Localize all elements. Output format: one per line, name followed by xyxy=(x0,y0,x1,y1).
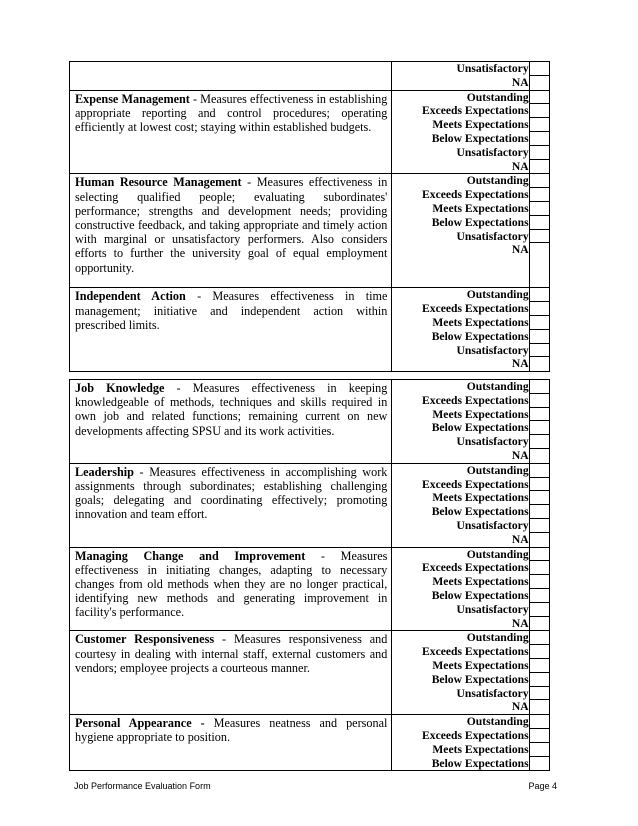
rating-checkbox-exceeds-expectations[interactable] xyxy=(530,645,549,659)
criterion-description xyxy=(70,548,391,620)
criterion-text: Measures neatness and personal hygiene appropriate to position. xyxy=(75,716,388,745)
rating-checkbox-meets-expectations[interactable] xyxy=(530,316,549,330)
rating-boxes-cell xyxy=(529,715,549,771)
rating-checkbox-below-expectations[interactable] xyxy=(530,673,549,687)
rating-label-outstanding: Outstanding xyxy=(466,463,529,477)
rating-checkbox-unsatisfactory[interactable] xyxy=(530,435,549,449)
rating-label-na: NA xyxy=(511,159,529,173)
criterion-row xyxy=(70,288,550,372)
rating-label-below-expectations: Below Expectations xyxy=(431,131,529,145)
criterion-title: Expense Management xyxy=(75,91,190,106)
rating-label-unsatisfactory: Unsatisfactory xyxy=(456,435,529,449)
criterion-description-cell xyxy=(70,463,392,547)
rating-label-na: NA xyxy=(511,243,529,257)
rating-label-exceeds-expectations: Exceeds Expectations xyxy=(422,188,529,202)
criterion-row xyxy=(70,90,550,174)
criterion-description xyxy=(70,91,391,135)
criterion-text: - Measures effectiveness in establishing appropriate reporting and control procedures; operating efficiently at lowest cost; staying within established budgets. xyxy=(75,91,388,134)
criterion-text: - Measures effectiveness in accomplishing work assignments through subordinates; establishing challenging goals; delegating and coordinating effectively; promoting innovation and team effort. xyxy=(75,464,388,522)
criterion-row xyxy=(70,62,550,91)
rating-boxes-cell xyxy=(529,62,549,91)
rating-checkbox-unsatisfactory[interactable] xyxy=(530,519,549,533)
rating-label-outstanding: Outstanding xyxy=(466,174,529,188)
rating-label-below-expectations: Below Expectations xyxy=(431,588,529,602)
rating-label-below-expectations: Below Expectations xyxy=(431,215,529,229)
rating-checkbox-exceeds-expectations[interactable] xyxy=(530,394,549,408)
rating-checkbox-meets-expectations[interactable] xyxy=(530,659,549,673)
rating-label-meets-expectations: Meets Expectations xyxy=(432,118,529,132)
rating-label-exceeds-expectations: Exceeds Expectations xyxy=(422,302,529,316)
rating-label-outstanding: Outstanding xyxy=(466,631,529,645)
criterion-title: Human Resource Management xyxy=(75,175,242,190)
rating-checkbox-na[interactable] xyxy=(530,617,549,630)
criterion-title: Personal Appearance - xyxy=(75,716,205,731)
rating-checkbox-exceeds-expectations[interactable] xyxy=(530,302,549,316)
criterion-title: Leadership xyxy=(75,464,134,479)
rating-checkbox-unsatisfactory[interactable] xyxy=(530,687,549,701)
rating-label-unsatisfactory: Unsatisfactory xyxy=(456,145,529,159)
rating-label-below-expectations: Below Expectations xyxy=(431,756,529,770)
rating-label-na: NA xyxy=(511,700,529,714)
rating-label-meets-expectations: Meets Expectations xyxy=(432,575,529,589)
criterion-row xyxy=(70,631,550,715)
rating-label-unsatisfactory: Unsatisfactory xyxy=(456,602,529,616)
rating-label-na: NA xyxy=(511,448,529,462)
rating-checkbox-unsatisfactory[interactable] xyxy=(530,603,549,617)
rating-checkbox-unsatisfactory[interactable] xyxy=(530,344,549,358)
rating-label-meets-expectations: Meets Expectations xyxy=(432,658,529,672)
rating-boxes-cell xyxy=(529,463,549,547)
rating-checkbox-na[interactable] xyxy=(530,449,549,462)
footer-page-number: Page 4 xyxy=(528,781,557,791)
rating-labels-cell xyxy=(392,62,529,91)
rating-label-meets-expectations: Meets Expectations xyxy=(432,742,529,756)
rating-checkbox-outstanding[interactable] xyxy=(530,380,549,394)
rating-checkbox-na[interactable] xyxy=(530,533,549,546)
rating-label-unsatisfactory: Unsatisfactory xyxy=(456,518,529,532)
evaluation-table-bottom xyxy=(69,379,550,771)
rating-labels-cell xyxy=(392,715,529,771)
criterion-row xyxy=(70,547,550,631)
rating-checkbox-meets-expectations[interactable] xyxy=(530,118,549,132)
rating-label-meets-expectations: Meets Expectations xyxy=(432,491,529,505)
rating-checkbox-outstanding[interactable] xyxy=(530,464,549,478)
criterion-description xyxy=(70,631,391,675)
rating-checkbox-na[interactable] xyxy=(530,357,549,370)
rating-checkbox-na[interactable] xyxy=(530,160,549,173)
rating-checkbox-unsatisfactory[interactable] xyxy=(530,62,549,76)
rating-checkbox-below-expectations[interactable] xyxy=(530,589,549,603)
criterion-text: - Measures responsiveness and courtesy in dealing with internal staff, external customers and vendors; employee projects a courteous manner. xyxy=(75,632,388,675)
criterion-description xyxy=(70,288,391,332)
criterion-title: Managing Change and Improvement xyxy=(75,548,306,563)
rating-label-outstanding: Outstanding xyxy=(466,288,529,302)
rating-checkbox-unsatisfactory[interactable] xyxy=(530,230,549,244)
criterion-text: - Measures effectiveness in selecting qualified people; evaluating subordinates' performance; strengths and development needs; providing constructive feedback, and taking appropriate and timely action with marginal or unsatisfactory performers. Also considers efforts to further the university goal of equal employment opportunity. xyxy=(75,175,388,275)
rating-label-exceeds-expectations: Exceeds Expectations xyxy=(422,104,529,118)
rating-label-outstanding: Outstanding xyxy=(466,90,529,104)
criterion-description xyxy=(70,464,391,522)
rating-checkbox-meets-expectations[interactable] xyxy=(530,408,549,422)
criterion-text: - Measures effectiveness in time management; initiative and independent action within prescribed limits. xyxy=(75,289,388,332)
rating-label-na: NA xyxy=(511,616,529,630)
rating-checkbox-below-expectations[interactable] xyxy=(530,421,549,435)
rating-label-meets-expectations: Meets Expectations xyxy=(432,201,529,215)
rating-checkbox-outstanding[interactable] xyxy=(530,631,549,645)
rating-labels-cell xyxy=(392,547,529,631)
rating-boxes-cell xyxy=(529,631,549,715)
rating-label-na: NA xyxy=(511,357,529,371)
rating-checkbox-below-expectations[interactable] xyxy=(530,216,549,230)
footer-form-title: Job Performance Evaluation Form xyxy=(74,781,211,791)
criterion-description-cell xyxy=(70,631,392,715)
rating-checkbox-outstanding[interactable] xyxy=(530,174,549,188)
rating-label-below-expectations: Below Expectations xyxy=(431,329,529,343)
rating-label-outstanding: Outstanding xyxy=(466,380,529,393)
rating-label-exceeds-expectations: Exceeds Expectations xyxy=(422,645,529,659)
criterion-row xyxy=(70,174,550,288)
rating-labels-cell xyxy=(392,288,529,372)
criterion-text: - Measures effectiveness in initiating changes, adapting to necessary changes from old methods when they are no longer practical, identifying new methods and generating improvement in facility's performance. xyxy=(75,548,388,620)
criterion-description-cell xyxy=(70,174,392,288)
criterion-text: - Measures effectiveness in keeping knowledgeable of methods, techniques and skills required in own job and related functions; remaining current on new developments affecting SPSU and its work activities. xyxy=(75,381,388,438)
rating-checkbox-outstanding[interactable] xyxy=(530,91,549,105)
rating-label-exceeds-expectations: Exceeds Expectations xyxy=(422,393,529,407)
rating-label-na: NA xyxy=(511,532,529,546)
rating-checkbox-na[interactable] xyxy=(530,700,549,713)
rating-checkbox-exceeds-expectations[interactable] xyxy=(530,188,549,202)
rating-checkbox-na[interactable] xyxy=(530,243,549,256)
rating-label-unsatisfactory: Unsatisfactory xyxy=(456,229,529,243)
rating-label-below-expectations: Below Expectations xyxy=(431,505,529,519)
criterion-description xyxy=(70,62,391,63)
criterion-title: Independent Action xyxy=(75,289,186,304)
rating-label-meets-expectations: Meets Expectations xyxy=(432,407,529,421)
rating-label-unsatisfactory: Unsatisfactory xyxy=(456,62,529,75)
criterion-description xyxy=(70,380,391,438)
rating-boxes-cell xyxy=(529,547,549,631)
criterion-description-cell xyxy=(70,90,392,174)
rating-boxes-cell xyxy=(529,380,549,464)
rating-checkbox-exceeds-expectations[interactable] xyxy=(530,478,549,492)
rating-label-meets-expectations: Meets Expectations xyxy=(432,315,529,329)
rating-labels-cell xyxy=(392,463,529,547)
rating-labels-cell xyxy=(392,380,529,464)
rating-checkbox-outstanding[interactable] xyxy=(530,288,549,302)
rating-checkbox-unsatisfactory[interactable] xyxy=(530,146,549,160)
rating-label-na: NA xyxy=(511,75,529,89)
criterion-title: Job Knowledge xyxy=(75,381,165,395)
criterion-row xyxy=(70,380,550,464)
rating-checkbox-exceeds-expectations[interactable] xyxy=(530,561,549,575)
criterion-description-cell xyxy=(70,288,392,372)
rating-checkbox-meets-expectations[interactable] xyxy=(530,202,549,216)
rating-label-below-expectations: Below Expectations xyxy=(431,421,529,435)
rating-label-exceeds-expectations: Exceeds Expectations xyxy=(422,728,529,742)
rating-checkbox-na[interactable] xyxy=(530,76,549,89)
rating-label-outstanding: Outstanding xyxy=(466,715,529,729)
criterion-title: Customer Responsiveness xyxy=(75,632,215,647)
rating-label-unsatisfactory: Unsatisfactory xyxy=(456,686,529,700)
criterion-description-cell xyxy=(70,380,392,464)
rating-checkbox-exceeds-expectations[interactable] xyxy=(530,104,549,118)
criterion-description xyxy=(70,174,391,274)
rating-checkbox-below-expectations[interactable] xyxy=(530,757,549,770)
rating-checkbox-below-expectations[interactable] xyxy=(530,132,549,146)
criterion-row xyxy=(70,715,550,771)
rating-label-outstanding: Outstanding xyxy=(466,547,529,561)
rating-checkbox-meets-expectations[interactable] xyxy=(530,491,549,505)
rating-labels-cell xyxy=(392,174,529,288)
rating-label-below-expectations: Below Expectations xyxy=(431,672,529,686)
rating-label-exceeds-expectations: Exceeds Expectations xyxy=(422,561,529,575)
criterion-description xyxy=(70,715,391,744)
criterion-description-cell xyxy=(70,547,392,631)
criterion-description-cell xyxy=(70,715,392,771)
rating-labels-cell xyxy=(392,631,529,715)
criterion-row xyxy=(70,463,550,547)
rating-labels-cell xyxy=(392,90,529,174)
rating-label-unsatisfactory: Unsatisfactory xyxy=(456,343,529,357)
rating-checkbox-outstanding[interactable] xyxy=(530,548,549,562)
rating-checkbox-meets-expectations[interactable] xyxy=(530,743,549,757)
rating-boxes-cell xyxy=(529,90,549,174)
rating-boxes-cell xyxy=(529,174,549,288)
evaluation-table-top xyxy=(69,61,550,372)
rating-boxes-cell xyxy=(529,288,549,372)
rating-label-exceeds-expectations: Exceeds Expectations xyxy=(422,477,529,491)
rating-checkbox-meets-expectations[interactable] xyxy=(530,575,549,589)
rating-checkbox-outstanding[interactable] xyxy=(530,715,549,729)
rating-checkbox-below-expectations[interactable] xyxy=(530,330,549,344)
rating-checkbox-exceeds-expectations[interactable] xyxy=(530,729,549,743)
criterion-description-cell xyxy=(70,62,392,91)
rating-checkbox-below-expectations[interactable] xyxy=(530,505,549,519)
